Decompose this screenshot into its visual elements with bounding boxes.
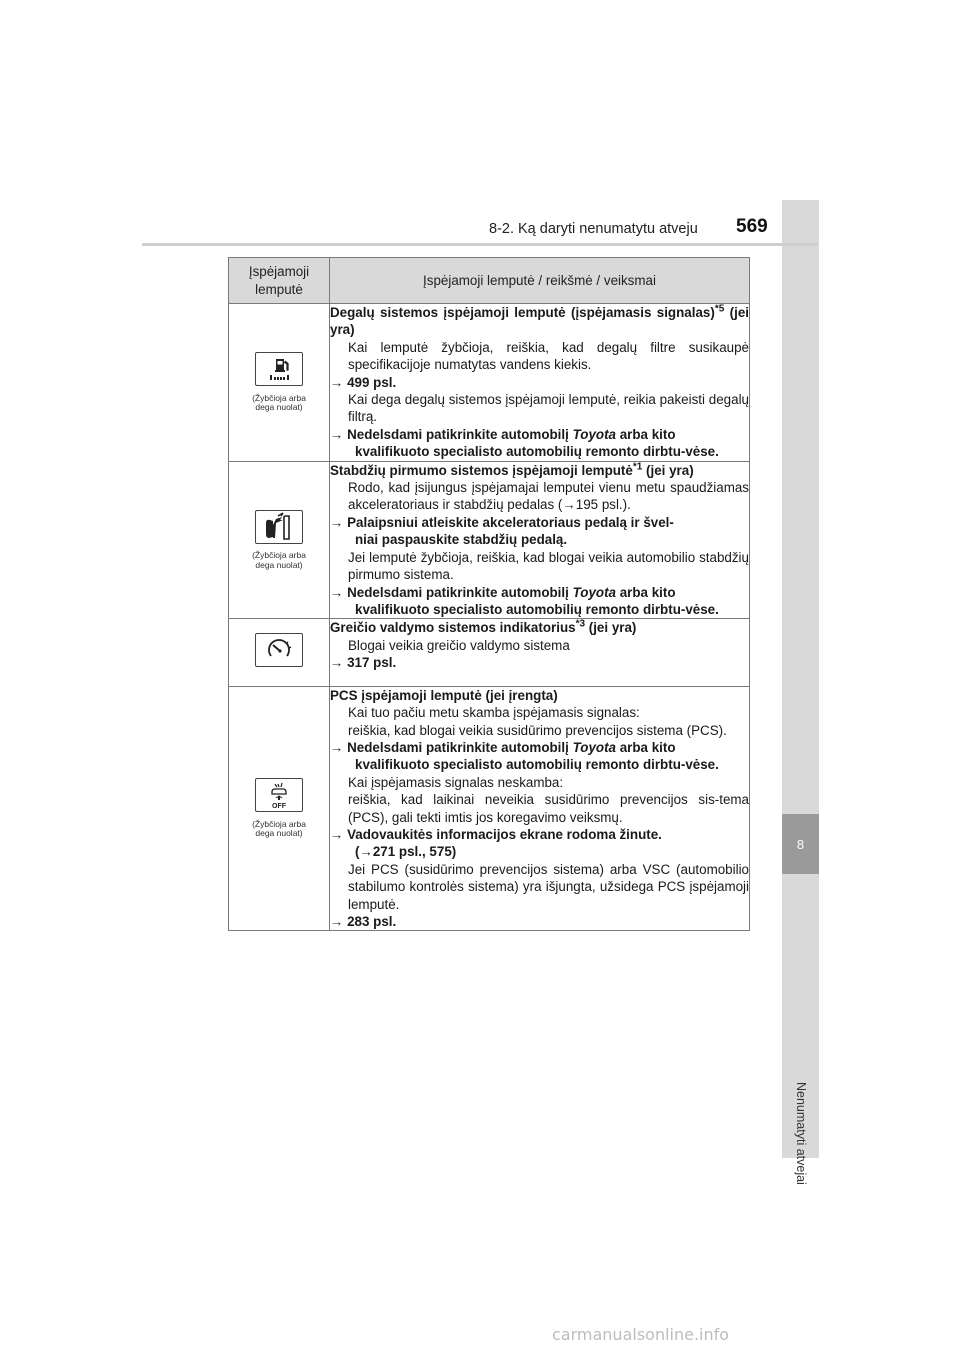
pcs-off-label: OFF (272, 803, 286, 811)
page-number: 569 (736, 216, 768, 237)
row-title: Stabdžių pirmumo sistemos įspėjamoji lemputė$^{*1}$ (jei yra) (330, 461, 694, 478)
speed-limiter-indicator-icon (255, 633, 303, 667)
description-cell: Degalų sistemos įspėjamoji lemputė (įspėjamasis signalas)$^{*5}$ (jei yra) Kai lemputė žybčioja, reiškia, kad degalų filtre susikaupė specifikacijoje numatytas vandens kiekis. → 499 psl. Kai dega degalų sistemos įspėjamoji lemputė, reikia pakeisti degalų filtrą. → Nedelsdami patikrinkite automobilį Toyota arba kito kvalifikuoto specialisto automobilių remonto dirbtu-vėse. (330, 303, 749, 460)
pcs-warning-icon (255, 778, 303, 812)
chapter-side-tab (782, 200, 819, 1185)
chapter-title: Nenumatyti atvejai (794, 1082, 808, 1185)
table-row (229, 619, 750, 686)
chapter-number: 8 (782, 814, 819, 874)
brake-override-warning-icon (255, 510, 303, 544)
table-row (229, 686, 750, 931)
column-header-light: Įspėjamoji lemputė (229, 258, 330, 304)
icon-cell (229, 619, 330, 686)
row-title: Degalų sistemos įspėjamoji lemputė (įspėjamasis signalas)$^{*5}$ (jei yra) (330, 303, 749, 338)
icon-cell: (Žybčioja arba dega nuolat) (229, 461, 330, 619)
table-header-row (229, 258, 750, 304)
description-cell: Stabdžių pirmumo sistemos įspėjamoji lemputė$^{*1}$ (jei yra) Rodo, kad įsijungus įspėjamajai lemputei vienu metu spaudžiamas akceleratoriaus ir stabdžių pedalas (→195 psl.). → Palaipsniui atleiskite akceleratoriaus pedalą ir švel- niai paspauskite stabdžių pedalą. Jei lemputė žybčioja, reiškia, kad blogai veikia automobilio stabdžių pirmumo sistema. → Nedelsdami patikrinkite automobilį Toyota arba kito kvalifikuoto specialisto automobilių remonto dirbtu-vėse. (330, 461, 749, 617)
warning-light-table (228, 257, 750, 931)
row-title: Greičio valdymo sistemos indikatorius$^{*3}$ (jei yra) (330, 618, 637, 636)
section-title: 8-2. Ką daryti nenumatytu atveju (489, 221, 698, 237)
header-divider (142, 243, 818, 246)
column-header-meaning: Įspėjamoji lemputė / reikšmė / veiksmai (330, 258, 750, 304)
table-row (229, 461, 750, 619)
icon-cell: OFF (Žybčioja arba dega nuolat) (229, 686, 330, 931)
watermark: carmanualsonline.info (552, 1325, 730, 1344)
table-row (229, 304, 750, 462)
fuel-system-warning-icon (255, 352, 303, 386)
description-cell: PCS įspėjamoji lemputė (jei įrengta) Kai tuo pačiu metu skamba įspėjamasis signalas: reiškia, kad blogai veikia susidūrimo prevencijos sistema (PCS). → Nedelsdami patikrinkite automobilį Toyota arba kito kvalifikuoto specialisto automobilių remonto dirbtu-vėse. Kai įspėjamasis signalas neskamba: reiškia, kad laikinai neveikia susidūrimo prevencijos sis-tema (PCS), gali tekti imtis jos koregavimo veiksmų. → Vadovaukitės informacijos ekrane rodoma žinute. (→271 psl., 575) Jei PCS (susidūrimo prevencijos sistema) arba VSC (automobilio stabilumo kontrolės sistema) yra išjungta, užsidega PCS įspėjamoji lemputė. → 283 psl. (330, 687, 749, 929)
icon-cell: (Žybčioja arba dega nuolat) (229, 304, 330, 462)
description-cell: Greičio valdymo sistemos indikatorius$^{*3}$ (jei yra) Blogai veikia greičio valdymo sistema → 317 psl. (330, 619, 750, 686)
row-title: PCS įspėjamoji lemputė (jei įrengta) (330, 687, 558, 703)
